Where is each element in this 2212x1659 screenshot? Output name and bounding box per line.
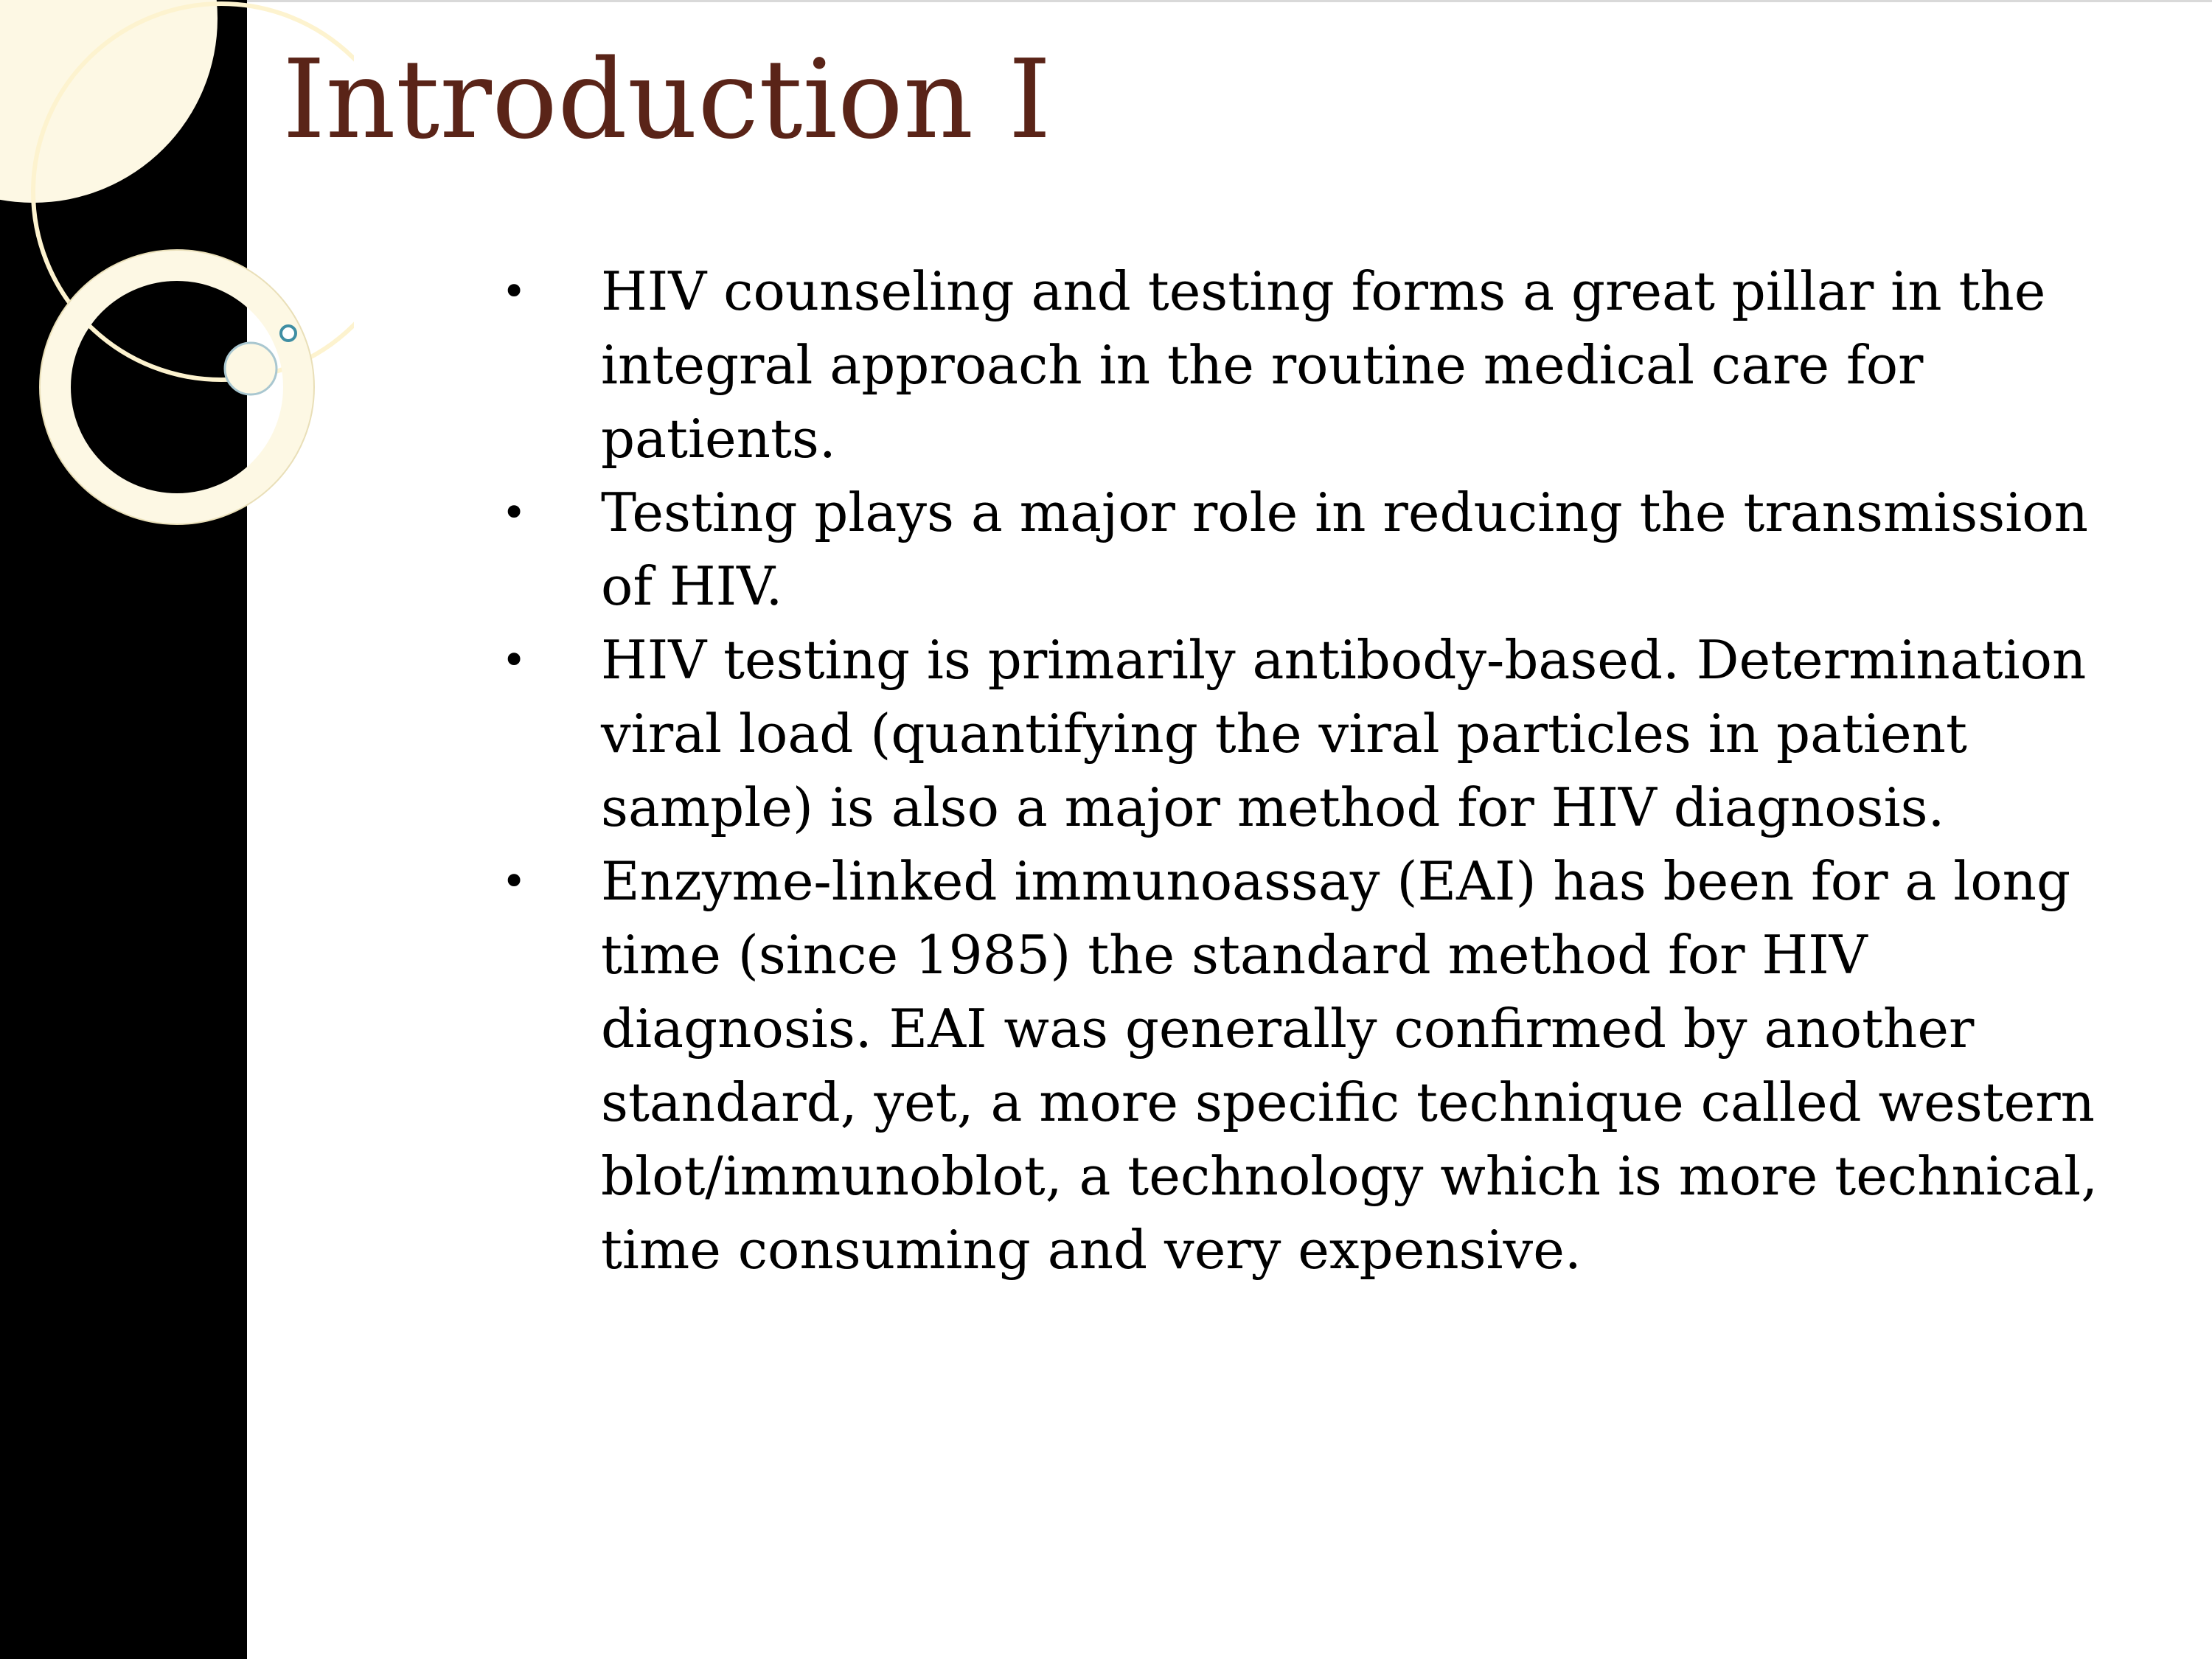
slide-title: Introduction I — [282, 36, 1051, 163]
bullet-item — [501, 254, 2146, 476]
bullet-item — [501, 844, 2146, 1287]
bullet-item — [501, 623, 2146, 844]
bullet-text: Testing plays a major role in reducing the transmission of HIV. — [601, 481, 2088, 617]
bullet-marker: • — [501, 856, 527, 906]
bullet-text: HIV counseling and testing forms a great pillar in the integral approach in the routine medical care for patients. — [601, 260, 2046, 470]
bullet-marker: • — [501, 635, 527, 685]
small-cream-dot — [225, 343, 276, 394]
bullet-text: Enzyme-linked immunoassay (EAI) has been for a long time (since 1985) the standard method for HIV diagnosis. EAI was generally confirmed by another standard, yet, a more specific technique called western blot/immunoblot, a technology which is more technical, time consuming and very expensive. — [601, 850, 2098, 1281]
bullet-text: HIV testing is primarily antibody-based. Determination viral load (quantifying the viral particles in patient sample) is also a major method for HIV diagnosis. — [601, 629, 2087, 838]
bullet-marker: • — [501, 487, 527, 538]
tiny-teal-ring — [281, 326, 296, 341]
bullet-item — [501, 476, 2146, 623]
bullet-marker: • — [501, 266, 527, 316]
bullet-list — [501, 254, 2146, 1287]
